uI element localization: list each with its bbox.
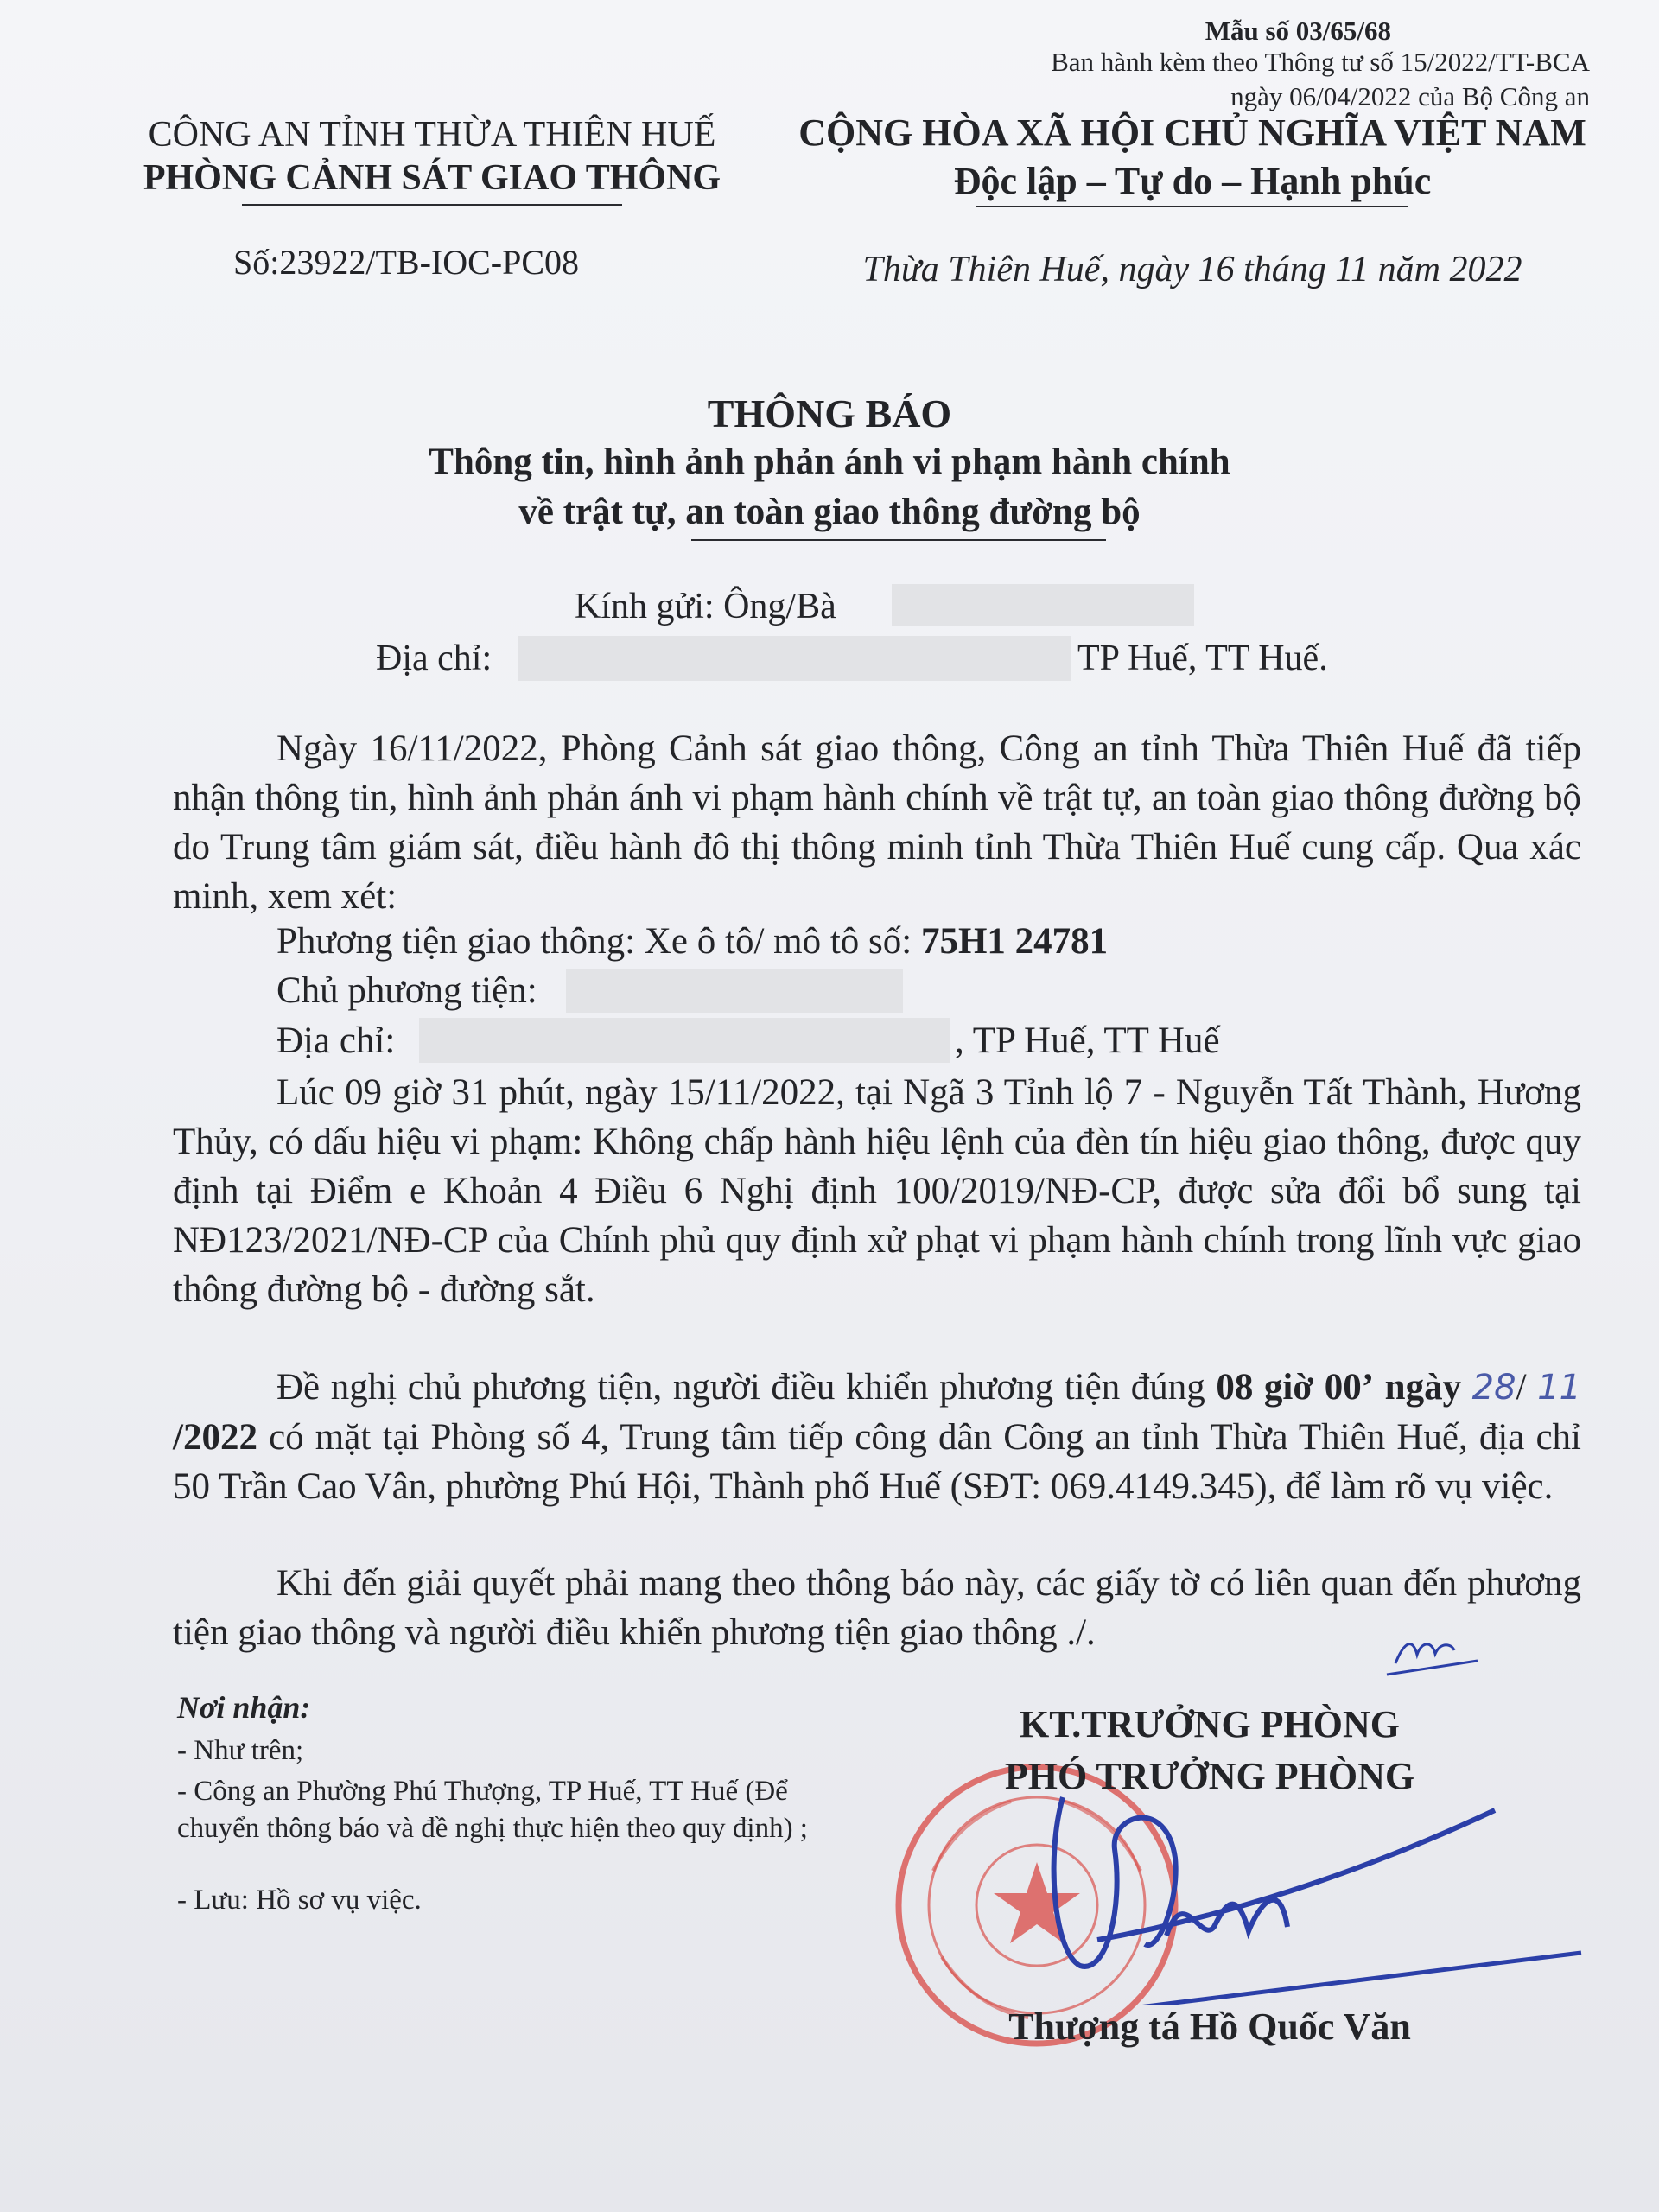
form-issued-line-1: Ban hành kèm theo Thông tư số 15/2022/TT-BCA (1051, 47, 1590, 77)
document-number: Số:23922/TB-IOC-PC08 (233, 243, 580, 282)
signer-name: Thượng tá Hồ Quốc Văn (1008, 2005, 1411, 2048)
recipients-title: Nơi nhận: (177, 1690, 311, 1725)
summons-day-handwritten: 28 (1471, 1368, 1516, 1408)
initial-mark-icon (1378, 1616, 1491, 1685)
form-issued-line-2: ngày 06/04/2022 của Bộ Công an (1230, 81, 1590, 112)
recipient-address-city: TP Huế, TT Huế. (1077, 639, 1328, 678)
national-motto: Độc lập – Tự do – Hạnh phúc (953, 160, 1432, 202)
recipient-item: - Như trên; (177, 1735, 304, 1766)
paragraph-receipt: Ngày 16/11/2022, Phòng Cảnh sát giao thông, Công an tỉnh Thừa Thiên Huế đã tiếp nhận thông tin, hình ảnh phản ánh vi phạm hành chính về trật tự, an toàn giao thông đường bộ do Trung tâm giám sát, điều hành đô thị thông minh tỉnh Thừa Thiên Huế cung cấp. Qua xác minh, xem xét: (173, 728, 1581, 917)
owner-address-redaction (419, 1018, 950, 1063)
summons-text-b: có mặt tại Phòng số 4, Trung tâm tiếp công dân Công an tỉnh Thừa Thiên Huế, địa chỉ 50 Trần Cao Vân, phường Phú Hội, Thành phố Huế (SĐT: 069.4149.345), để làm rõ vụ việc. (173, 1417, 1582, 1507)
place-and-date: Thừa Thiên Huế, ngày 16 tháng 11 năm 2022 (862, 250, 1522, 289)
paragraph-documents-required: Khi đến giải quyết phải mang theo thông báo này, các giấy tờ có liên quan đến phương tiện giao thông và người điều khiển phương tiện giao thông ./. (173, 1563, 1581, 1653)
motto-divider (976, 206, 1408, 207)
summons-day-label: ngày (1384, 1367, 1462, 1408)
form-code: Mẫu số 03/65/68 (1205, 16, 1391, 46)
paragraph-summons (173, 1363, 1581, 1511)
recipient-item: - Lưu: Hồ sơ vụ việc. (177, 1885, 422, 1916)
summons-text-a: Đề nghị chủ phương tiện, người điều khiển phương tiện đúng (276, 1367, 1205, 1408)
paragraph-violation: Lúc 09 giờ 31 phút, ngày 15/11/2022, tại Ngã 3 Tỉnh lộ 7 - Nguyễn Tất Thành, Hương Thủy, có dấu hiệu vi phạm: Không chấp hành hiệu lệnh của đèn tín hiệu giao thông, được quy định tại Điểm e Khoản 4 Điều 6 Nghị định 100/2019/NĐ-CP, được sửa đổi bổ sung tại NĐ123/2021/NĐ-CP của Chính phủ quy định xử phạt vi phạm hành chính trong lĩnh vực giao thông đường bộ - đường sắt. (173, 1072, 1581, 1310)
owner-name-redaction (566, 969, 903, 1013)
signer-authority: KT.TRƯỞNG PHÒNG (1020, 1703, 1400, 1745)
signer-position: PHÓ TRƯỞNG PHÒNG (1004, 1755, 1415, 1797)
document-title: THÔNG BÁO (707, 391, 952, 435)
recipient-address-redaction (518, 636, 1071, 681)
vehicle-line (276, 920, 1108, 963)
summons-date-separator: / (1516, 1367, 1527, 1408)
recipient-item: - Công an Phường Phú Thượng, TP Huế, TT Huế (Để chuyển thông báo và đề nghị thực hiện theo quy định) ; (177, 1776, 808, 1844)
document-subtitle-line-2: về trật tự, an toàn giao thông đường bộ (518, 492, 1141, 532)
vehicle-label: Phương tiện giao thông: Xe ô tô/ mô tô số: (276, 921, 912, 962)
recipient-label: Kính gửi: Ông/Bà (575, 587, 836, 626)
form-issued-note (1051, 45, 1590, 115)
summons-month-handwritten: 11 (1537, 1368, 1582, 1408)
issuing-organization: PHÒNG CẢNH SÁT GIAO THÔNG (143, 158, 721, 198)
owner-address-city: , TP Huế, TT Huế (955, 1020, 1220, 1061)
vehicle-plate: 75H1 24781 (920, 921, 1109, 962)
owner-address-label: Địa chỉ: (276, 1020, 396, 1061)
organization-divider (242, 204, 622, 206)
recipient-name-redaction (892, 584, 1194, 626)
title-divider (691, 539, 1106, 541)
document-subtitle-line-1: Thông tin, hình ảnh phản ánh vi phạm hành chính (429, 442, 1230, 482)
summons-time: 08 giờ 00’ (1216, 1367, 1375, 1408)
national-title: CỘNG HÒA XÃ HỘI CHỦ NGHĨA VIỆT NAM (798, 111, 1586, 154)
parent-organization: CÔNG AN TỈNH THỪA THIÊN HUẾ (148, 115, 716, 155)
handwritten-signature-icon (994, 1780, 1599, 2005)
summons-year: /2022 (173, 1417, 257, 1458)
owner-label: Chủ phương tiện: (276, 970, 537, 1011)
recipient-address-label: Địa chỉ: (376, 639, 493, 678)
